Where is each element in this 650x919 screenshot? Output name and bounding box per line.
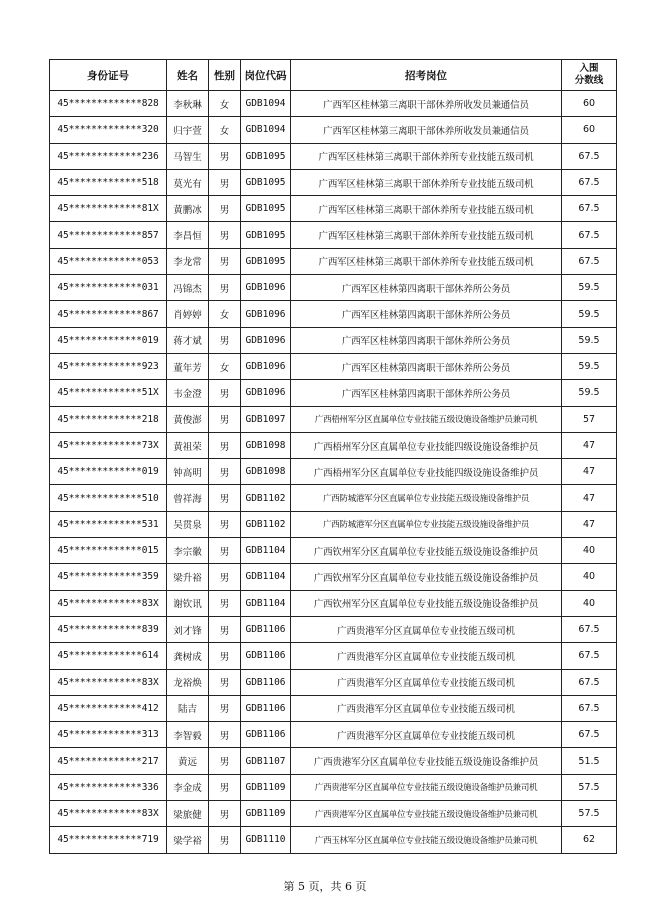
cell-id: 45*************51X	[50, 380, 167, 406]
cell-code: GDB1106	[241, 643, 291, 669]
cell-score: 67.5	[562, 196, 617, 222]
cell-id: 45*************015	[50, 538, 167, 564]
cell-post: 广西军区桂林第四离职干部休养所公务员	[291, 327, 562, 353]
cell-name: 曾祥海	[167, 485, 209, 511]
cell-code: GDB1096	[241, 301, 291, 327]
cell-gender: 男	[209, 801, 241, 827]
cell-name: 黄鹏冰	[167, 196, 209, 222]
cell-score: 40	[562, 564, 617, 590]
cell-name: 陆吉	[167, 695, 209, 721]
cell-name: 钟高明	[167, 459, 209, 485]
cell-code: GDB1098	[241, 459, 291, 485]
cell-id: 45*************83X	[50, 801, 167, 827]
cell-gender: 男	[209, 564, 241, 590]
cell-score: 59.5	[562, 380, 617, 406]
cell-gender: 男	[209, 695, 241, 721]
cell-gender: 男	[209, 722, 241, 748]
cell-id: 45*************83X	[50, 669, 167, 695]
cell-code: GDB1098	[241, 432, 291, 458]
cell-code: GDB1106	[241, 616, 291, 642]
cell-code: GDB1106	[241, 669, 291, 695]
header-post: 招考岗位	[291, 60, 562, 91]
cell-id: 45*************336	[50, 774, 167, 800]
cell-gender: 男	[209, 432, 241, 458]
header-id: 身份证号	[50, 60, 167, 91]
cell-gender: 男	[209, 222, 241, 248]
cell-id: 45*************019	[50, 327, 167, 353]
cell-id: 45*************359	[50, 564, 167, 590]
cell-code: GDB1097	[241, 406, 291, 432]
table-row	[50, 327, 617, 353]
cell-gender: 男	[209, 616, 241, 642]
cell-id: 45*************923	[50, 353, 167, 379]
cell-name: 吴贯泉	[167, 511, 209, 537]
cell-score: 62	[562, 827, 617, 853]
cell-score: 40	[562, 590, 617, 616]
table-row	[50, 590, 617, 616]
cell-name: 李宗徽	[167, 538, 209, 564]
cell-code: GDB1109	[241, 774, 291, 800]
cell-name: 韦金澄	[167, 380, 209, 406]
cell-post: 广西军区桂林第三离职干部休养所专业技能五级司机	[291, 196, 562, 222]
candidate-table	[49, 59, 617, 854]
table-row	[50, 459, 617, 485]
cell-gender: 男	[209, 538, 241, 564]
cell-gender: 男	[209, 196, 241, 222]
cell-post: 广西玉林军分区直属单位专业技能五级设施设备维护员兼司机	[291, 827, 562, 853]
cell-post: 广西贵港军分区直属单位专业技能五级司机	[291, 669, 562, 695]
cell-code: GDB1107	[241, 748, 291, 774]
cell-name: 冯锦杰	[167, 275, 209, 301]
cell-id: 45*************031	[50, 275, 167, 301]
cell-post: 广西钦州军分区直属单位专业技能五级设施设备维护员	[291, 590, 562, 616]
cell-name: 李龙常	[167, 248, 209, 274]
cell-gender: 男	[209, 406, 241, 432]
table-row	[50, 485, 617, 511]
cell-id: 45*************867	[50, 301, 167, 327]
table-row	[50, 564, 617, 590]
table-row	[50, 248, 617, 274]
cell-score: 47	[562, 432, 617, 458]
cell-name: 肖婷婷	[167, 301, 209, 327]
cell-code: GDB1106	[241, 722, 291, 748]
cell-gender: 女	[209, 91, 241, 117]
header-code: 岗位代码	[241, 60, 291, 91]
cell-post: 广西军区桂林第三离职干部休养所收发员兼通信员	[291, 91, 562, 117]
cell-gender: 女	[209, 117, 241, 143]
cell-post: 广西军区桂林第三离职干部休养所专业技能五级司机	[291, 169, 562, 195]
cell-code: GDB1095	[241, 143, 291, 169]
cell-score: 67.5	[562, 669, 617, 695]
cell-id: 45*************510	[50, 485, 167, 511]
cell-code: GDB1094	[241, 117, 291, 143]
cell-name: 龙裕焕	[167, 669, 209, 695]
cell-id: 45*************518	[50, 169, 167, 195]
cell-score: 47	[562, 485, 617, 511]
cell-post: 广西军区桂林第三离职干部休养所收发员兼通信员	[291, 117, 562, 143]
cell-score: 59.5	[562, 353, 617, 379]
cell-score: 47	[562, 459, 617, 485]
table-row	[50, 380, 617, 406]
cell-score: 59.5	[562, 301, 617, 327]
cell-gender: 男	[209, 327, 241, 353]
cell-name: 谢钦讯	[167, 590, 209, 616]
cell-gender: 男	[209, 275, 241, 301]
cell-post: 广西军区桂林第三离职干部休养所专业技能五级司机	[291, 143, 562, 169]
cell-post: 广西梧州军分区直属单位专业技能四级设施设备维护员	[291, 432, 562, 458]
cell-score: 67.5	[562, 143, 617, 169]
cell-post: 广西贵港军分区直属单位专业技能五级司机	[291, 616, 562, 642]
cell-name: 李金成	[167, 774, 209, 800]
cell-name: 黄祖荣	[167, 432, 209, 458]
table-row	[50, 827, 617, 853]
table-body	[50, 91, 617, 854]
cell-score: 67.5	[562, 695, 617, 721]
cell-name: 李秋琳	[167, 91, 209, 117]
header-name: 姓名	[167, 60, 209, 91]
cell-id: 45*************320	[50, 117, 167, 143]
cell-name: 梁升裕	[167, 564, 209, 590]
cell-id: 45*************614	[50, 643, 167, 669]
cell-post: 广西贵港军分区直属单位专业技能五级设施设备维护员兼司机	[291, 774, 562, 800]
cell-score: 67.5	[562, 169, 617, 195]
cell-gender: 女	[209, 353, 241, 379]
table-row	[50, 117, 617, 143]
cell-id: 45*************217	[50, 748, 167, 774]
cell-score: 67.5	[562, 616, 617, 642]
table-row	[50, 222, 617, 248]
cell-post: 广西军区桂林第四离职干部休养所公务员	[291, 353, 562, 379]
cell-name: 梁旅健	[167, 801, 209, 827]
cell-name: 李昌恒	[167, 222, 209, 248]
cell-id: 45*************531	[50, 511, 167, 537]
cell-name: 梁学裕	[167, 827, 209, 853]
cell-score: 57.5	[562, 774, 617, 800]
cell-score: 67.5	[562, 722, 617, 748]
header-gender: 性别	[209, 60, 241, 91]
cell-post: 广西军区桂林第三离职干部休养所专业技能五级司机	[291, 222, 562, 248]
table-header-row	[50, 60, 617, 91]
cell-post: 广西贵港军分区直属单位专业技能五级司机	[291, 695, 562, 721]
cell-post: 广西防城港军分区直属单位专业技能五级设施设备维护员	[291, 485, 562, 511]
table-row	[50, 353, 617, 379]
page-footer: 第 5 页，共 6 页	[283, 880, 367, 893]
cell-post: 广西贵港军分区直属单位专业技能五级司机	[291, 722, 562, 748]
cell-gender: 男	[209, 827, 241, 853]
cell-name: 李智毅	[167, 722, 209, 748]
cell-post: 广西贵港军分区直属单位专业技能五级设施设备维护员兼司机	[291, 801, 562, 827]
table-row	[50, 143, 617, 169]
cell-code: GDB1110	[241, 827, 291, 853]
cell-gender: 男	[209, 380, 241, 406]
table-row	[50, 748, 617, 774]
cell-name: 黄远	[167, 748, 209, 774]
table-row	[50, 511, 617, 537]
table-row	[50, 669, 617, 695]
cell-gender: 男	[209, 590, 241, 616]
table-row	[50, 169, 617, 195]
header-score	[562, 60, 617, 91]
table-row	[50, 801, 617, 827]
cell-post: 广西军区桂林第四离职干部休养所公务员	[291, 275, 562, 301]
cell-id: 45*************81X	[50, 196, 167, 222]
table-row	[50, 406, 617, 432]
cell-code: GDB1096	[241, 327, 291, 353]
cell-gender: 男	[209, 169, 241, 195]
table-row	[50, 695, 617, 721]
cell-name: 莫光有	[167, 169, 209, 195]
cell-post: 广西钦州军分区直属单位专业技能五级设施设备维护员	[291, 564, 562, 590]
header-score-line1: 入围	[579, 63, 599, 74]
cell-score: 67.5	[562, 222, 617, 248]
cell-score: 67.5	[562, 643, 617, 669]
cell-gender: 男	[209, 774, 241, 800]
cell-name: 马智生	[167, 143, 209, 169]
cell-gender: 男	[209, 748, 241, 774]
cell-id: 45*************236	[50, 143, 167, 169]
cell-score: 57	[562, 406, 617, 432]
cell-gender: 男	[209, 459, 241, 485]
cell-id: 45*************839	[50, 616, 167, 642]
cell-code: GDB1095	[241, 248, 291, 274]
cell-id: 45*************313	[50, 722, 167, 748]
table-row	[50, 196, 617, 222]
cell-post: 广西军区桂林第四离职干部休养所公务员	[291, 301, 562, 327]
table-row	[50, 616, 617, 642]
table-row	[50, 774, 617, 800]
cell-score: 47	[562, 511, 617, 537]
cell-id: 45*************053	[50, 248, 167, 274]
cell-code: GDB1109	[241, 801, 291, 827]
cell-score: 67.5	[562, 248, 617, 274]
cell-id: 45*************828	[50, 91, 167, 117]
cell-id: 45*************719	[50, 827, 167, 853]
cell-gender: 男	[209, 485, 241, 511]
cell-name: 董年芳	[167, 353, 209, 379]
cell-post: 广西贵港军分区直属单位专业技能五级司机	[291, 643, 562, 669]
cell-score: 51.5	[562, 748, 617, 774]
table-row	[50, 301, 617, 327]
table-row	[50, 91, 617, 117]
table-row	[50, 643, 617, 669]
cell-id: 45*************019	[50, 459, 167, 485]
table-row	[50, 275, 617, 301]
cell-post: 广西梧州军分区直属单位专业技能四级设施设备维护员	[291, 459, 562, 485]
cell-code: GDB1096	[241, 275, 291, 301]
cell-name: 龚树成	[167, 643, 209, 669]
cell-gender: 女	[209, 301, 241, 327]
cell-code: GDB1106	[241, 695, 291, 721]
cell-post: 广西军区桂林第四离职干部休养所公务员	[291, 380, 562, 406]
cell-id: 45*************83X	[50, 590, 167, 616]
header-score-line2: 分数线	[574, 75, 604, 86]
cell-code: GDB1095	[241, 169, 291, 195]
cell-code: GDB1095	[241, 196, 291, 222]
cell-code: GDB1094	[241, 91, 291, 117]
cell-code: GDB1104	[241, 538, 291, 564]
cell-code: GDB1102	[241, 485, 291, 511]
cell-post: 广西防城港军分区直属单位专业技能五级设施设备维护员	[291, 511, 562, 537]
cell-name: 黄俊澎	[167, 406, 209, 432]
cell-post: 广西军区桂林第三离职干部休养所专业技能五级司机	[291, 248, 562, 274]
cell-score: 60	[562, 91, 617, 117]
cell-code: GDB1095	[241, 222, 291, 248]
cell-name: 归宇萱	[167, 117, 209, 143]
cell-code: GDB1104	[241, 564, 291, 590]
cell-gender: 男	[209, 643, 241, 669]
cell-score: 60	[562, 117, 617, 143]
cell-gender: 男	[209, 248, 241, 274]
cell-score: 59.5	[562, 275, 617, 301]
cell-code: GDB1102	[241, 511, 291, 537]
cell-name: 刘才锋	[167, 616, 209, 642]
cell-code: GDB1096	[241, 380, 291, 406]
cell-code: GDB1104	[241, 590, 291, 616]
cell-gender: 男	[209, 669, 241, 695]
cell-id: 45*************218	[50, 406, 167, 432]
cell-code: GDB1096	[241, 353, 291, 379]
cell-score: 40	[562, 538, 617, 564]
cell-score: 59.5	[562, 327, 617, 353]
cell-gender: 男	[209, 511, 241, 537]
cell-post: 广西贵港军分区直属单位专业技能五级设施设备维护员	[291, 748, 562, 774]
cell-gender: 男	[209, 143, 241, 169]
cell-id: 45*************857	[50, 222, 167, 248]
table-row	[50, 538, 617, 564]
cell-name: 蒋才斌	[167, 327, 209, 353]
cell-post: 广西梧州军分区直属单位专业技能五级设施设备维护员兼司机	[291, 406, 562, 432]
cell-id: 45*************412	[50, 695, 167, 721]
cell-post: 广西钦州军分区直属单位专业技能五级设施设备维护员	[291, 538, 562, 564]
table-row	[50, 722, 617, 748]
cell-id: 45*************73X	[50, 432, 167, 458]
table-row	[50, 432, 617, 458]
cell-score: 57.5	[562, 801, 617, 827]
